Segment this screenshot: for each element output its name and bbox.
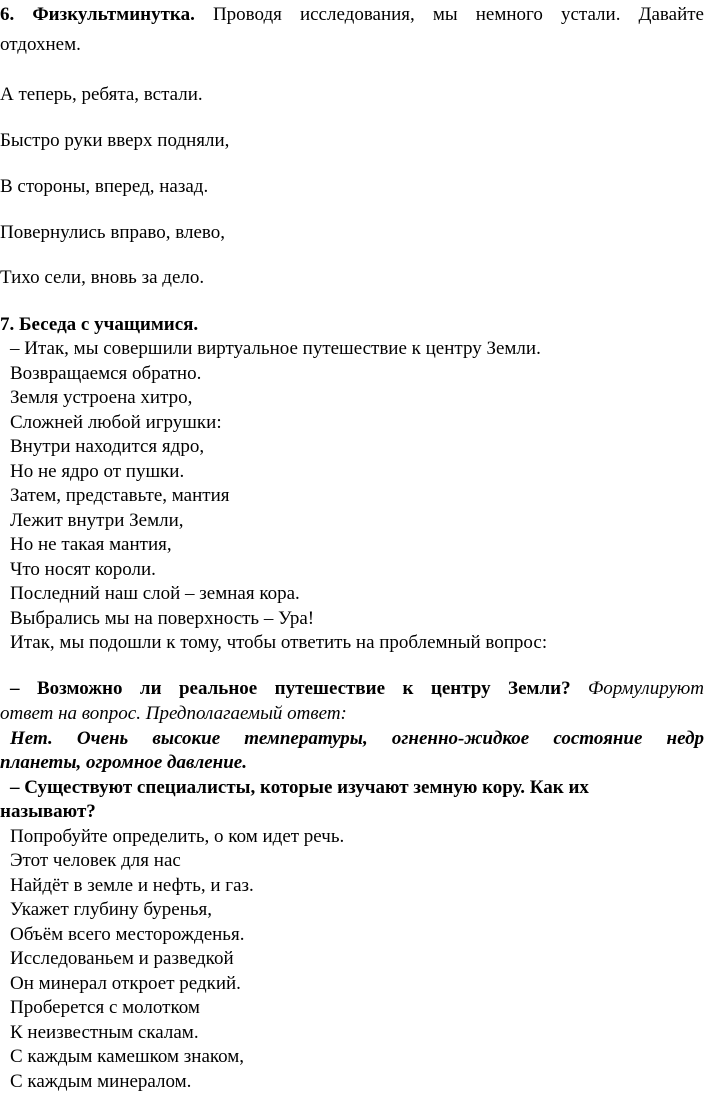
conversation-line: Возвращаемся обратно. xyxy=(10,363,202,384)
answer-line2: планеты, огромное давление. xyxy=(0,752,247,773)
riddle-line: Проберется с молотком xyxy=(10,997,200,1018)
riddle-line: Попробуйте определить, о ком идет речь. xyxy=(10,826,345,847)
conversation-line: Последний наш слой – земная кора. xyxy=(10,583,300,604)
question2-line1: – Существуют специалисты, которые изучают земную кору. Как их xyxy=(10,777,589,798)
conversation-line: Внутри находится ядро, xyxy=(10,436,205,457)
riddle-line: Укажет глубину буренья, xyxy=(10,899,213,920)
section6-intro-line2: отдохнем. xyxy=(0,34,81,55)
poem-line: Быстро руки вверх подняли, xyxy=(0,130,230,151)
question2-line2: называют? xyxy=(0,801,96,822)
question1-text: – Возможно ли реальное путешествие к центру Земли? xyxy=(10,678,571,699)
section6-intro-line1 xyxy=(0,3,704,28)
conversation-line: Что носят короли. xyxy=(10,559,156,580)
riddle-line: Найдёт в земле и нефть, и газ. xyxy=(10,875,254,896)
conversation-line: Но не ядро от пушки. xyxy=(10,461,185,482)
section7-heading: 7. Беседа с учащимися. xyxy=(0,314,199,335)
riddle-line: С каждым минералом. xyxy=(10,1071,192,1092)
question1-note: Формулируют xyxy=(588,678,704,699)
riddle-line: К неизвестным скалам. xyxy=(10,1022,199,1043)
conversation-line: Итак, мы подошли к тому, чтобы ответить на проблемный вопрос: xyxy=(10,632,548,653)
riddle-line: Он минерал откроет редкий. xyxy=(10,973,241,994)
riddle-line: Этот человек для нас xyxy=(10,850,181,871)
poem-line: Повернулись вправо, влево, xyxy=(0,222,225,243)
riddle-line: Объём всего месторожденья. xyxy=(10,924,245,945)
poem-line: В стороны, вперед, назад. xyxy=(0,176,209,197)
conversation-line: Но не такая мантия, xyxy=(10,534,172,555)
poem-line: Тихо сели, вновь за дело. xyxy=(0,267,205,288)
section6-heading: 6. Физкультминутка. xyxy=(0,4,195,25)
conversation-line: Выбрались мы на поверхность – Ура! xyxy=(10,608,315,629)
conversation-line: Затем, представьте, мантия xyxy=(10,485,230,506)
question1-line1 xyxy=(0,677,704,702)
question1-line2: ответ на вопрос. Предполагаемый ответ: xyxy=(0,703,347,724)
conversation-line: – Итак, мы совершили виртуальное путешествие к центру Земли. xyxy=(10,338,541,359)
riddle-line: Исследованьем и разведкой xyxy=(10,948,234,969)
poem-line: А теперь, ребята, встали. xyxy=(0,84,203,105)
conversation-line: Лежит внутри Земли, xyxy=(10,510,184,531)
section6-intro-text: Проводя исследования, мы немного устали. Давайте xyxy=(212,4,704,25)
conversation-line: Сложней любой игрушки: xyxy=(10,412,222,433)
riddle-line: С каждым камешком знаком, xyxy=(10,1046,245,1067)
conversation-line: Земля устроена хитро, xyxy=(10,387,193,408)
answer-line1: Нет. Очень высокие температуры, огненно-жидкое состояние недр xyxy=(10,728,704,749)
